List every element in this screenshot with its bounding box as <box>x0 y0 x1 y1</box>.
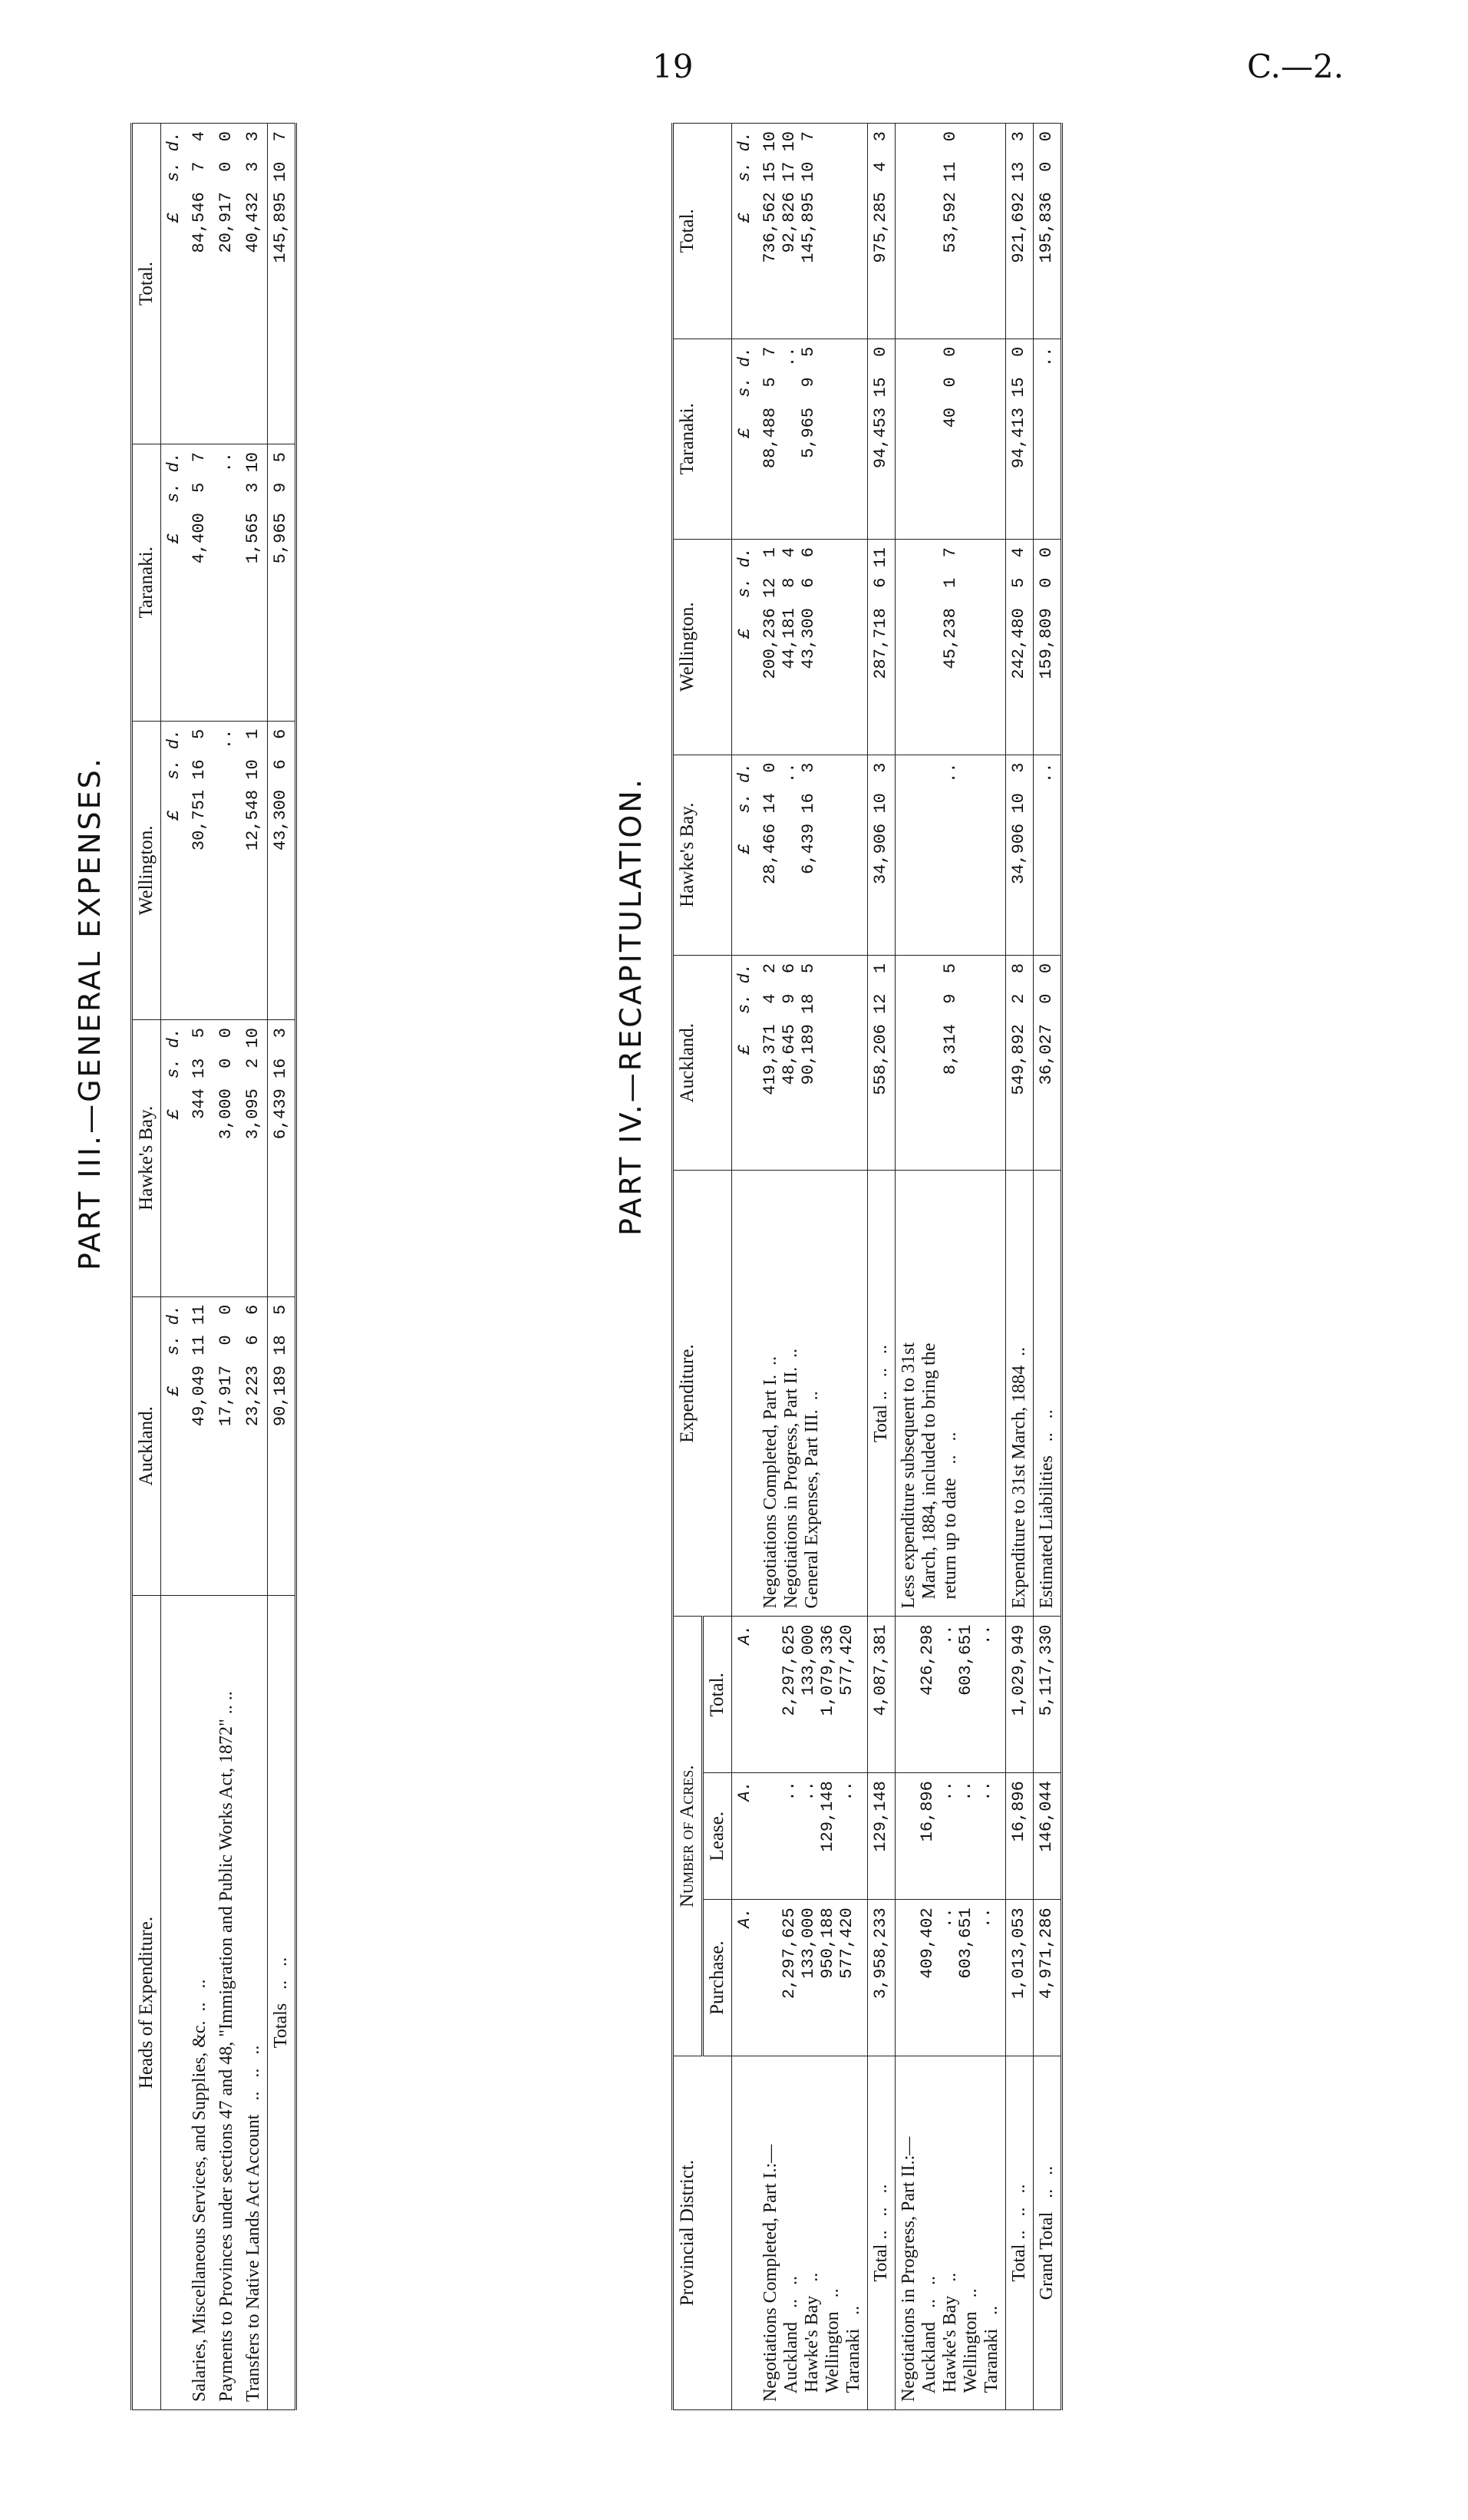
col-acres-total: Total. <box>703 1617 732 1773</box>
table-row <box>757 124 868 2410</box>
cell: 28,466 14 0 .. 6,439 16 3 <box>757 755 868 955</box>
recapitulation-table <box>671 123 1063 2410</box>
table-row <box>240 124 268 2410</box>
unit-label: £ s. d. <box>732 755 758 955</box>
cell: 84,546 7 4 <box>186 124 213 444</box>
unit-label: £ s. d. <box>161 1296 187 1595</box>
col-wellington: Wellington. <box>132 721 161 1019</box>
cell: 17,917 0 0 <box>213 1296 240 1595</box>
general-expenses-table <box>130 123 297 2410</box>
cell: 8,314 9 5 <box>896 955 1006 1171</box>
cell: 94,413 15 0 <box>1006 339 1034 539</box>
cell: 921,692 13 3 <box>1006 124 1034 339</box>
cell: 200,236 12 1 44,181 8 4 43,300 6 6 <box>757 540 868 755</box>
cell: 558,206 12 1 <box>868 955 896 1171</box>
cell: 3,958,233 <box>868 1900 896 2056</box>
row-label: Negotiations Completed, Part I.:— Auckland .. .. Hawke's Bay .. Wellington .. Taranaki .. <box>757 2056 868 2410</box>
cell: 30,751 16 5 <box>186 721 213 1019</box>
cell: 20,917 0 0 <box>213 124 240 444</box>
cell: 88,488 5 7 .. 5,965 9 5 <box>757 339 868 539</box>
row-label: Total .. .. .. <box>1006 2056 1034 2410</box>
cell: 736,562 15 10 92,826 17 10 145,895 10 7 <box>757 124 868 339</box>
col-auckland: Auckland. <box>132 1296 161 1595</box>
cell: .. .. 129,148 .. <box>757 1773 868 1900</box>
cell: 549,892 2 8 <box>1006 955 1034 1171</box>
cell: 145,895 10 7 <box>268 124 296 444</box>
col-expenditure: Expenditure. <box>673 1171 732 1617</box>
cell: 90,189 18 5 <box>268 1296 296 1595</box>
part-four-panel <box>614 130 1420 2456</box>
table-row <box>186 124 213 2410</box>
row-label: Grand Total .. .. <box>1034 2056 1062 2410</box>
cell: 5,117,330 <box>1034 1617 1062 1773</box>
unit-label: A. <box>732 1773 758 1900</box>
cell: .. <box>1034 339 1062 539</box>
unit-label: £ s. d. <box>161 444 187 722</box>
cell: 16,896 <box>1006 1773 1034 1900</box>
cell: 426,298 .. 603,651 .. <box>896 1617 1006 1773</box>
col-district: Provincial District. <box>673 2056 732 2410</box>
col-total: Total. <box>132 124 161 444</box>
cell: 34,906 10 3 <box>868 755 896 955</box>
expenditure-label: Estimated Liabilities .. .. <box>1034 1171 1062 1617</box>
unit-label: A. <box>732 1617 758 1773</box>
cell: 94,453 15 0 <box>868 339 896 539</box>
row-label: Salaries, Miscellaneous Services, and Supplies, &c. .. .. <box>186 1596 213 2410</box>
cell: 5,965 9 5 <box>268 444 296 722</box>
col-wellington: Wellington. <box>673 540 732 755</box>
col-taranaki: Taranaki. <box>132 444 161 722</box>
unit-label: £ s. d. <box>732 124 758 339</box>
cell: .. <box>1034 755 1062 955</box>
cell: 409,402 .. 603,651 .. <box>896 1900 1006 2056</box>
cell: 129,148 <box>868 1773 896 1900</box>
col-taranaki: Taranaki. <box>673 339 732 539</box>
cell: 34,906 10 3 <box>1006 755 1034 955</box>
cell: 287,718 6 11 <box>868 540 896 755</box>
cell: 419,371 4 2 48,645 9 6 90,189 18 5 <box>757 955 868 1171</box>
document-reference: C.—2. <box>1247 48 1344 85</box>
cell: 53,592 11 0 <box>896 124 1006 339</box>
expenditure-label: Less expenditure subsequent to 31st March, 1884, included to bring the return up to date .. .. <box>896 1171 1006 1617</box>
col-lease: Lease. <box>703 1773 732 1900</box>
expenditure-label: Total .. .. .. <box>868 1171 896 1617</box>
unit-label: £ s. d. <box>732 339 758 539</box>
cell: 344 13 5 <box>186 1020 213 1297</box>
cell: 23,223 6 6 <box>240 1296 268 1595</box>
cell: 40,432 3 3 <box>240 124 268 444</box>
part-three-panel <box>73 130 595 2456</box>
expenditure-label: Negotiations Completed, Part I. .. Negotiations in Progress, Part II. .. General Expenses, Part III. .. <box>757 1171 868 1617</box>
cell: 36,027 0 0 <box>1034 955 1062 1171</box>
cell: 12,548 10 1 <box>240 721 268 1019</box>
col-hawkes-bay: Hawke's Bay. <box>673 755 732 955</box>
cell: 1,029,949 <box>1006 1617 1034 1773</box>
col-purchase: Purchase. <box>703 1900 732 2056</box>
table-row <box>213 124 240 2410</box>
row-label: Negotiations in Progress, Part II.:— Auckland .. .. Hawke's Bay .. Wellington .. Taranaki .. <box>896 2056 1006 2410</box>
cell: 3,095 2 10 <box>240 1020 268 1297</box>
cell: 4,971,286 <box>1034 1900 1062 2056</box>
unit-label: £ s. d. <box>732 955 758 1171</box>
cell: .. <box>896 755 1006 955</box>
cell: 1,013,053 <box>1006 1900 1034 2056</box>
cell: 4,087,381 <box>868 1617 896 1773</box>
cell: 45,238 1 7 <box>896 540 1006 755</box>
col-grand-total: Total. <box>673 124 732 339</box>
row-label: Total .. .. .. <box>868 2056 896 2410</box>
cell: 6,439 16 3 <box>268 1020 296 1297</box>
table-row <box>896 124 1006 2410</box>
cell: .. <box>213 444 240 722</box>
col-hawkes-bay: Hawke's Bay. <box>132 1020 161 1297</box>
unit-label: £ s. d. <box>161 721 187 1019</box>
col-acres: Number of Acres. <box>673 1617 703 2056</box>
cell: 195,836 0 0 <box>1034 124 1062 339</box>
cell: 159,809 0 0 <box>1034 540 1062 755</box>
col-auckland: Auckland. <box>673 955 732 1171</box>
totals-label: Totals .. .. <box>268 1596 296 2410</box>
part-four-title: PART IV.—RECAPITULATION. <box>614 777 648 1236</box>
page-number: 19 <box>652 48 694 85</box>
cell: 16,896 .. .. .. <box>896 1773 1006 1900</box>
row-label: Payments to Provinces under sections 47 and 48, "Immigration and Public Works Act, 1872" .. .. <box>213 1596 240 2410</box>
col-heads: Heads of Expenditure. <box>132 1596 161 2410</box>
grand-total-row <box>1034 124 1062 2410</box>
cell: 49,049 11 11 <box>186 1296 213 1595</box>
unit-label: A. <box>732 1900 758 2056</box>
cell: 975,285 4 3 <box>868 124 896 339</box>
expenditure-label: Expenditure to 31st March, 1884 .. <box>1006 1171 1034 1617</box>
unit-label: £ s. d. <box>732 540 758 755</box>
row-label: Transfers to Native Lands Act Account .. .. .. <box>240 1596 268 2410</box>
cell: 43,300 6 6 <box>268 721 296 1019</box>
totals-row <box>268 124 296 2410</box>
cell: 1,565 3 10 <box>240 444 268 722</box>
cell: 2,297,625 133,000 950,188 577,420 <box>757 1900 868 2056</box>
cell: 242,480 5 4 <box>1006 540 1034 755</box>
table-row <box>1006 124 1034 2410</box>
cell: 2,297,625 133,000 1,079,336 577,420 <box>757 1617 868 1773</box>
cell: 40 0 0 <box>896 339 1006 539</box>
unit-label: £ s. d. <box>161 1020 187 1297</box>
cell: 146,044 <box>1034 1773 1062 1900</box>
cell: 3,000 0 0 <box>213 1020 240 1297</box>
unit-label: £ s. d. <box>161 124 187 444</box>
cell: 4,400 5 7 <box>186 444 213 722</box>
cell: .. <box>213 721 240 1019</box>
table-row <box>868 124 896 2410</box>
part-three-title: PART III.—GENERAL EXPENSES. <box>73 756 107 1270</box>
